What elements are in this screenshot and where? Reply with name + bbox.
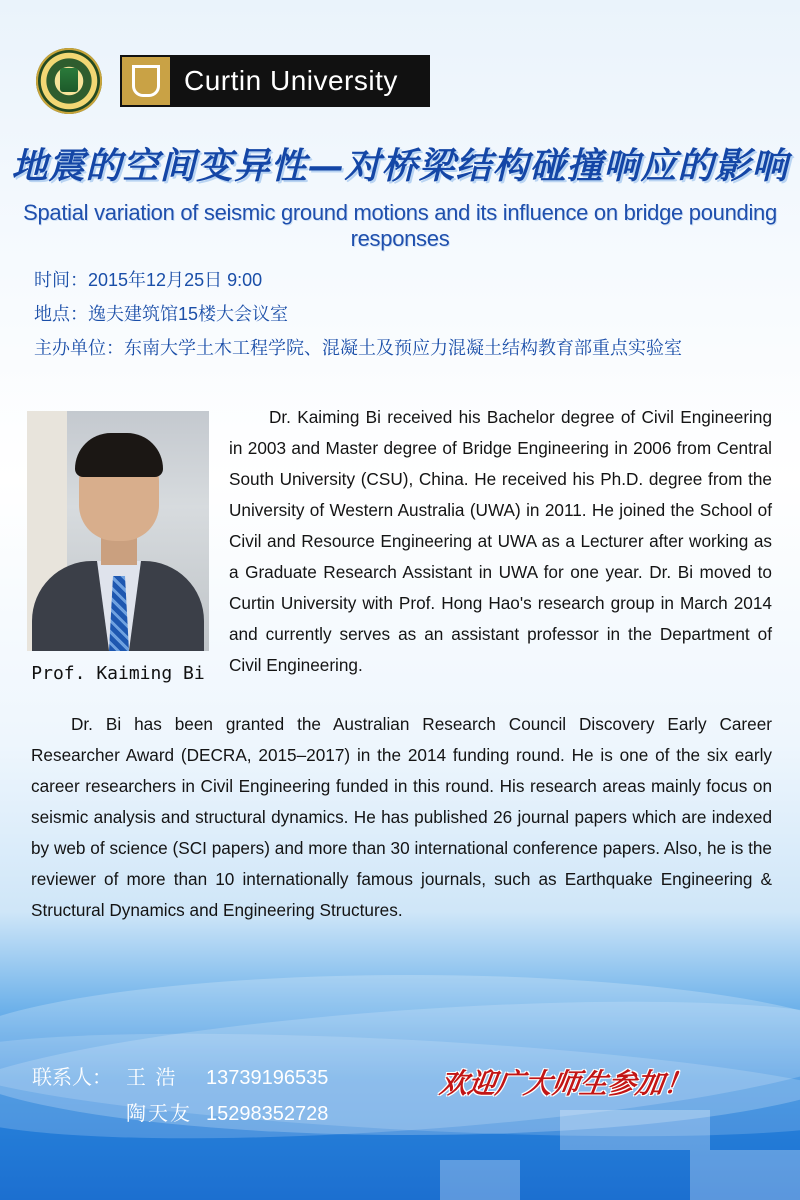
contact-name: 陶天友 — [126, 1103, 192, 1125]
decorative-tile — [560, 1110, 710, 1150]
curtin-logo — [120, 55, 430, 107]
contact-phone: 15298352728 — [206, 1103, 329, 1125]
curtin-name: Curtin University — [184, 65, 398, 96]
speaker-photo — [27, 411, 209, 651]
contact-row — [32, 1060, 328, 1096]
contact-phone: 13739196535 — [206, 1067, 329, 1089]
event-time: 时间：2015年12月25日 9:00 — [34, 270, 263, 290]
event-organizer: 主办单位：东南大学土木工程学院、混凝土及预应力混凝土结构教育部重点实验室 — [34, 338, 682, 358]
curtin-shield-icon — [122, 57, 170, 105]
decorative-tile — [690, 1150, 800, 1200]
contact-block — [32, 1060, 328, 1132]
event-location: 地点：逸夫建筑馆15楼大会议室 — [34, 304, 289, 324]
contact-name: 王 浩 — [126, 1067, 178, 1089]
bio-paragraph-2: Dr. Bi has been granted the Australian Research Council Discovery Early Career Researcher Award (DECRA, 2015–2017) in the 2014 funding round. He is one of the six early career researchers in Civil Engineering funded in this round. His research areas mainly focus on seismic analysis and structural dynamics. He has published 26 journal papers which are indexed by web of science (SCI papers) and more than 30 international conference papers. Also, he is the reviewer of more than 10 internationally famous journals, such as Earthquake Engineering & Structural Dynamics and Engineering Structures. — [31, 714, 772, 920]
welcome-slogan: 欢迎广大师生参加！ — [437, 1067, 695, 1100]
contact-row — [32, 1096, 328, 1132]
title-english: Spatial variation of seismic ground motions and its influence on bridge pounding responses — [23, 200, 777, 251]
decorative-tile — [440, 1160, 520, 1200]
contact-label: 联系人： — [32, 1067, 112, 1089]
title-chinese: 地震的空间变异性—对桥梁结构碰撞响应的影响 — [11, 145, 789, 187]
bio-paragraph-1: Dr. Kaiming Bi received his Bachelor degree of Civil Engineering in 2003 and Master degree of Bridge Engineering in 2006 from Central South University (CSU), China. He received his Ph.D. degree from the University of Western Australia (UWA) in 2011. He joined the School of Civil and Resource Engineering at UWA as a Lecturer after working as a Graduate Research Assistant in UWA for one year. Dr. Bi moved to Curtin University with Prof. Hong Hao's research group in March 2014 and currently serves as an assistant professor in the Department of Civil Engineering. — [229, 407, 772, 675]
photo-caption: Prof. Kaiming Bi — [31, 663, 205, 684]
event-info — [34, 263, 682, 365]
southeast-university-seal-icon — [36, 48, 102, 114]
